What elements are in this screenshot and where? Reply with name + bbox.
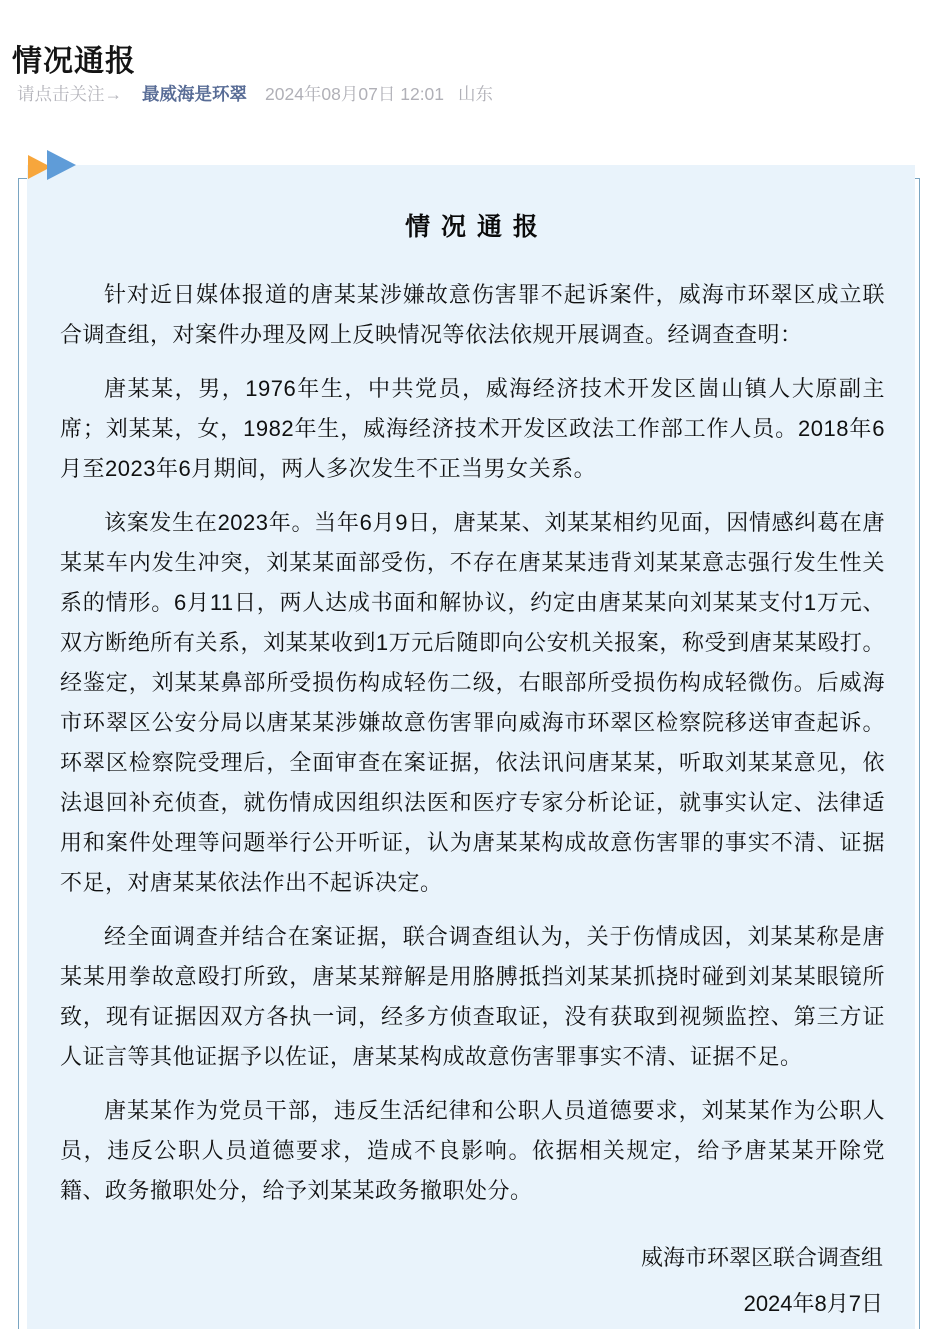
notice-paragraph: 唐某某，男，1976年生，中共党员，威海经济技术开发区崮山镇人大原副主席；刘某某，女，1982年生，威海经济技术开发区政法工作部工作人员。2018年6月至2023年6月期间，两人多次发生不正当男女关系。 [60, 376, 885, 481]
notice-body [60, 275, 885, 1211]
notice-heading: 情 况 通 报 [405, 213, 540, 241]
notice-paragraph: 唐某某作为党员干部，违反生活纪律和公职人员道德要求，刘某某作为公职人员，违反公职人员道德要求，造成不良影响。依据相关规定，给予唐某某开除党籍、政务撤职处分，给予刘某某政务撤职处分。 [60, 1098, 885, 1203]
signature-org: 威海市环翠区联合调查组 [640, 1245, 883, 1270]
publish-location: 山东 [458, 84, 494, 104]
notice-paragraph: 该案发生在2023年。当年6月9日，唐某某、刘某某相约见面，因情感纠葛在唐某某车内发生冲突，刘某某面部受伤，不存在唐某某违背刘某某意志强行发生性关系的情形。6月11日，两人达成书面和解协议，约定由唐某某向刘某某支付1万元、双方断绝所有关系，刘某某收到1万元后随即向公安机关报案，称受到唐某某殴打。经鉴定，刘某某鼻部所受损伤构成轻伤二级，右眼部所受损伤构成轻微伤。后威海市环翠区公安分局以唐某某涉嫌故意伤害罪向威海市环翠区检察院移送审查起诉。环翠区检察院受理后，全面审查在案证据，依法讯问唐某某，听取刘某某意见，依法退回补充侦查，就伤情成因组织法医和医疗专家分析论证，就事实认定、法律适用和案件处理等问题举行公开听证，认为唐某某构成故意伤害罪的事实不清、证据不足，对唐某某依法作出不起诉决定。 [60, 510, 885, 895]
follow-prompt: 请点击关注→ [17, 84, 122, 104]
signature-block [60, 1235, 885, 1327]
notice-paragraph: 经全面调查并结合在案证据，联合调查组认为，关于伤情成因，刘某某称是唐某某用拳故意殴打所致，唐某某辩解是用胳膊抵挡刘某某抓挠时碰到刘某某眼镜所致，现有证据因双方各执一词，经多方侦查取证，没有获取到视频监控、第三方证人证言等其他证据予以佐证，唐某某构成故意伤害罪事实不清、证据不足。 [60, 924, 885, 1069]
notice-section [18, 165, 921, 1329]
page-title: 情况通报 [12, 45, 136, 79]
publish-date: 2024年08月07日 12:01 [265, 84, 445, 104]
signature-date: 2024年8月7日 [743, 1291, 883, 1316]
account-name-link[interactable]: 最威海是环翠 [142, 84, 247, 104]
notice-card [27, 165, 915, 1329]
decor-triangle-blue-icon [47, 150, 76, 180]
notice-paragraph: 针对近日媒体报道的唐某某涉嫌故意伤害罪不起诉案件，威海市环翠区成立联合调查组，对案件办理及网上反映情况等依法依规开展调查。经调查查明： [60, 282, 885, 347]
article-meta [17, 81, 493, 106]
